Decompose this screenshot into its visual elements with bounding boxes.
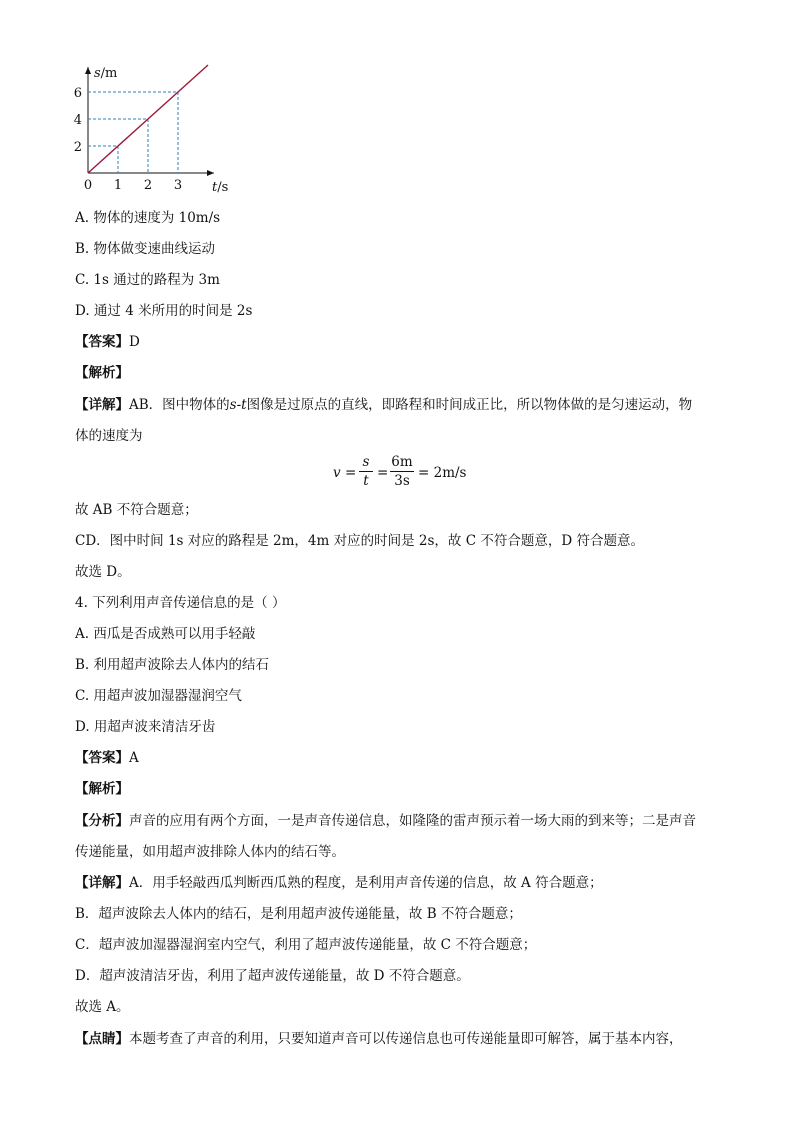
fraction-s-over-t bbox=[359, 454, 373, 489]
answer-value: D bbox=[129, 334, 140, 350]
x-tick-label-3: 3 bbox=[173, 178, 183, 193]
y-axis-label: s/m bbox=[94, 66, 118, 81]
q4-fenxi-line1 bbox=[75, 812, 696, 830]
formula-eq1: = bbox=[345, 465, 357, 481]
formula-t: t bbox=[363, 473, 369, 489]
q4-answer bbox=[75, 749, 139, 767]
answer-tag: 【答案】 bbox=[75, 334, 129, 350]
formula-6m: 6m bbox=[391, 454, 413, 470]
comment-tag: 【点睛】 bbox=[75, 1031, 129, 1047]
st-variable: s-t bbox=[229, 397, 247, 413]
q4-option-b: B. 利用超声波除去人体内的结石 bbox=[75, 657, 270, 673]
q4-stem: 4. 下列利用声音传递信息的是（ ） bbox=[75, 595, 286, 611]
formula-3s: 3s bbox=[394, 473, 410, 489]
y-axis-arrow bbox=[85, 67, 91, 74]
q4-option-a: A. 西瓜是否成熟可以用手轻敲 bbox=[75, 626, 256, 642]
q3-answer bbox=[75, 333, 140, 351]
q4-detail-c: C．超声波加湿器湿润室内空气，利用了超声波传递能量，故 C 不符合题意； bbox=[75, 937, 537, 953]
detail-tag: 【详解】 bbox=[75, 875, 129, 891]
q3-analysis-tag: 【解析】 bbox=[75, 365, 129, 381]
formula-result: = 2m/s bbox=[418, 465, 467, 481]
q4-analysis-tag: 【解析】 bbox=[75, 781, 129, 797]
x-tick-label-1: 1 bbox=[113, 178, 123, 193]
x-axis-label: t/s bbox=[212, 180, 229, 195]
fraction-6m-over-3s bbox=[390, 454, 414, 489]
formula-v: v bbox=[333, 465, 341, 481]
q3-detail-line4: CD．图中时间 1s 对应的路程是 2m，4m 对应的时间是 2s，故 C 不符合题意，D 符合题意。 bbox=[75, 533, 644, 549]
formula-eq2: = bbox=[377, 465, 389, 481]
q3-option-c: C. 1s 通过的路程为 3m bbox=[75, 272, 220, 288]
x-tick-label-0: 0 bbox=[83, 178, 93, 193]
q3-detail-line3: 故 AB 不符合题意； bbox=[75, 502, 198, 518]
q4-comment bbox=[75, 1030, 683, 1048]
x-axis-arrow bbox=[207, 170, 214, 176]
answer-value: A bbox=[129, 750, 139, 766]
detail-a-text: A．用手轻敲西瓜判断西瓜熟的程度，是利用声音传递的信息，故 A 符合题意； bbox=[129, 875, 603, 891]
q3-option-b: B. 物体做变速曲线运动 bbox=[75, 241, 216, 257]
velocity-formula bbox=[333, 452, 493, 496]
detail-text-a: AB．图中物体的 bbox=[129, 397, 230, 413]
q4-option-d: D. 用超声波来清洁牙齿 bbox=[75, 719, 216, 735]
detail-text-b: 图像是过原点的直线，即路程和时间成正比，所以物体做的是匀速运动，物 bbox=[246, 397, 693, 413]
q4-option-c: C. 用超声波加湿器湿润空气 bbox=[75, 688, 242, 704]
x-tick-label-2: 2 bbox=[143, 178, 153, 193]
q3-detail-line1 bbox=[75, 396, 692, 414]
formula-s: s bbox=[362, 454, 370, 470]
y-tick-label-4: 4 bbox=[73, 113, 82, 128]
y-tick-label-2: 2 bbox=[73, 140, 82, 155]
answer-tag: 【答案】 bbox=[75, 750, 129, 766]
fenxi-text: 声音的应用有两个方面，一是声音传递信息，如隆隆的雷声预示着一场大雨的到来等；二是声音 bbox=[129, 813, 696, 829]
q3-option-d: D. 通过 4 米所用的时间是 2s bbox=[75, 303, 253, 319]
q3-conclusion: 故选 D。 bbox=[75, 564, 131, 580]
q4-detail-a bbox=[75, 874, 603, 892]
st-graph bbox=[70, 58, 230, 198]
q3-detail-line2: 体的速度为 bbox=[75, 428, 143, 444]
detail-tag: 【详解】 bbox=[75, 397, 129, 413]
y-tick-label-6: 6 bbox=[73, 86, 82, 101]
q3-option-a: A. 物体的速度为 10m/s bbox=[75, 210, 221, 226]
q4-fenxi-line2: 传递能量，如用超声波排除人体内的结石等。 bbox=[75, 844, 345, 860]
fenxi-tag: 【分析】 bbox=[75, 813, 129, 829]
q4-conclusion: 故选 A。 bbox=[75, 999, 130, 1015]
q4-detail-b: B．超声波除去人体内的结石，是利用超声波传递能量，故 B 不符合题意； bbox=[75, 906, 522, 922]
comment-text: 本题考查了声音的利用，只要知道声音可以传递信息也可传递能量即可解答，属于基本内容， bbox=[129, 1031, 683, 1047]
q4-detail-d: D．超声波清洁牙齿，利用了超声波传递能量，故 D 不符合题意。 bbox=[75, 968, 470, 984]
